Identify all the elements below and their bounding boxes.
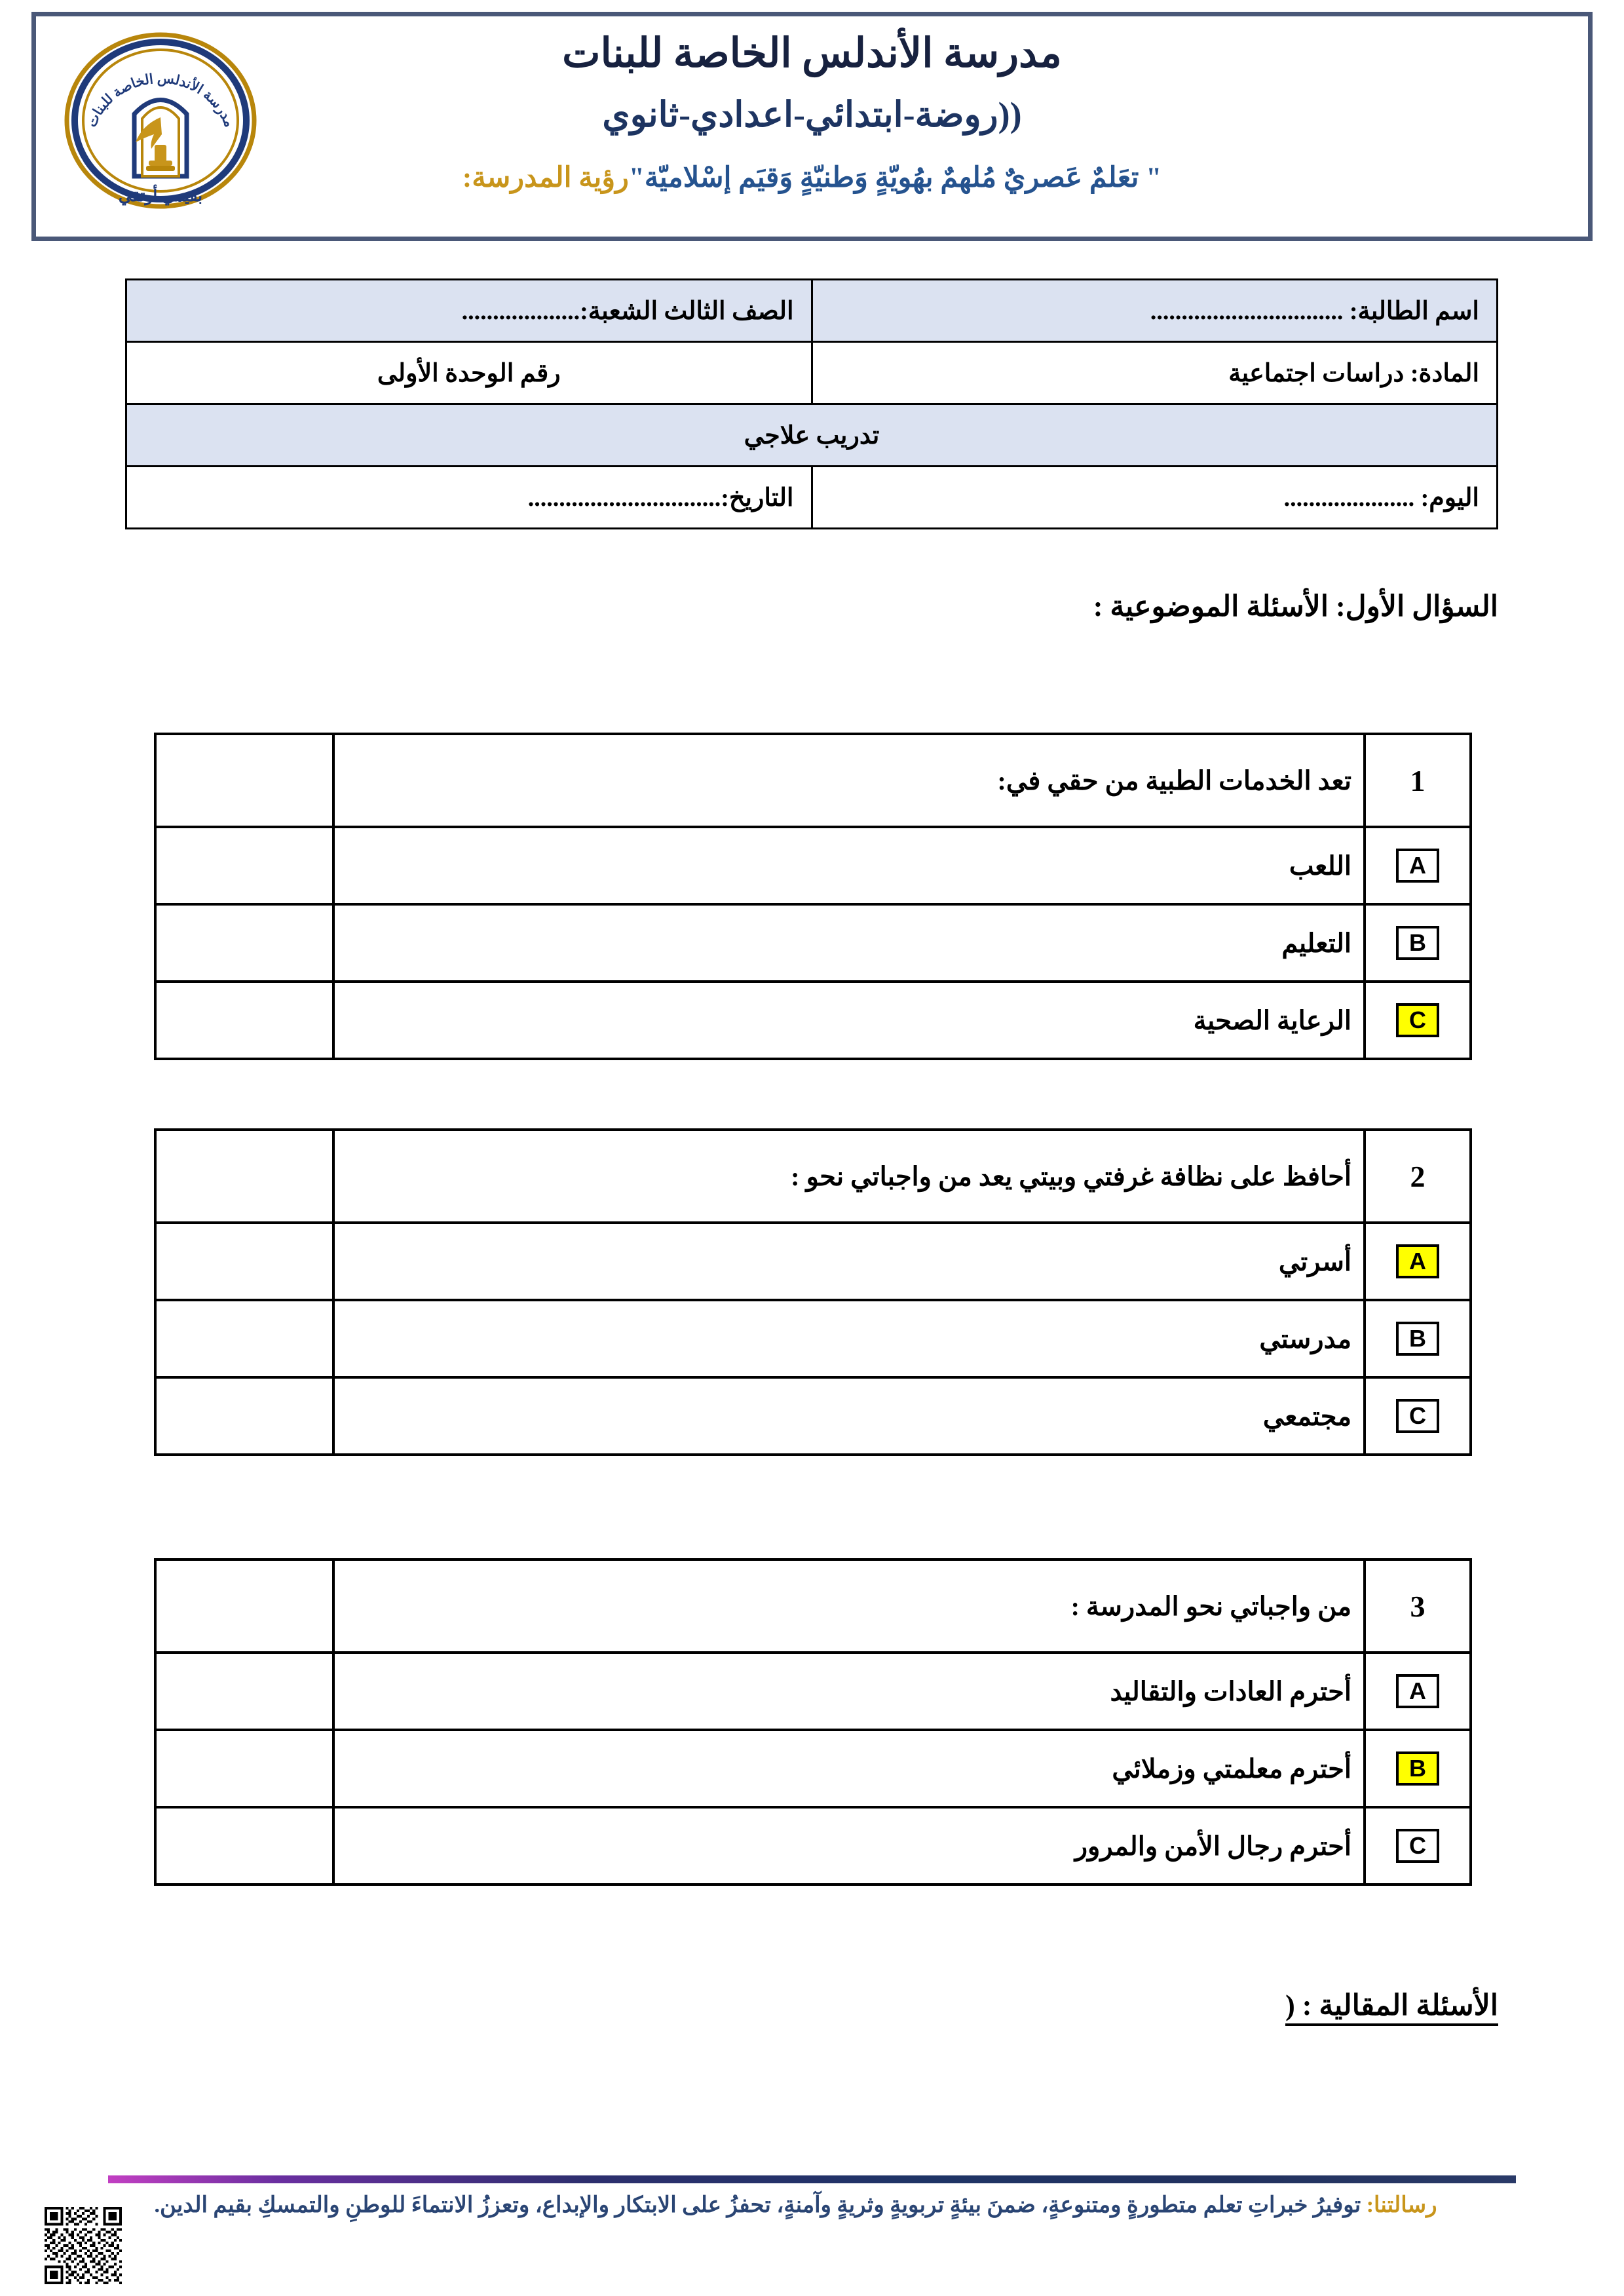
answer-blank-cell[interactable] <box>155 1223 333 1300</box>
footer-mission-label: رسالتنا: <box>1366 2193 1437 2217</box>
table-row <box>155 1559 1471 1653</box>
table-row <box>126 342 1498 404</box>
option-letter <box>1365 1653 1471 1730</box>
option-letter-box: C <box>1396 1829 1439 1863</box>
day-cell[interactable]: اليوم: ..................... <box>812 467 1498 529</box>
training-type-cell: تدريب علاجي <box>126 404 1498 467</box>
option-letter <box>1365 1807 1471 1885</box>
table-row <box>155 904 1471 982</box>
svg-text:مدرسة الأندلس الخاصة للبنات: مدرسة الأندلس الخاصة للبنات <box>83 70 238 130</box>
school-logo <box>62 26 259 216</box>
option-letter <box>1365 1223 1471 1300</box>
option-letter-box-highlighted: C <box>1396 1003 1439 1037</box>
answer-blank-cell[interactable] <box>155 734 333 827</box>
question-table-3 <box>154 1558 1472 1886</box>
answer-blank-cell[interactable] <box>155 1559 333 1653</box>
option-text[interactable]: اللعب <box>333 827 1365 904</box>
option-letter <box>1365 1300 1471 1377</box>
option-text[interactable]: أسرتي <box>333 1223 1365 1300</box>
question-stem: أحافظ على نظافة غرفتي وبيتي يعد من واجباتي نحو : <box>333 1130 1365 1223</box>
table-row <box>155 1653 1471 1730</box>
essay-questions-heading <box>125 1989 1498 2022</box>
option-letter-box: A <box>1396 849 1439 883</box>
option-text[interactable]: مدرستي <box>333 1300 1365 1377</box>
table-row <box>155 734 1471 827</box>
option-text[interactable]: أحترم معلمتي وزملائي <box>333 1730 1365 1807</box>
student-info-table <box>125 278 1498 529</box>
answer-blank-cell[interactable] <box>155 1377 333 1455</box>
subject-cell: المادة: دراسات اجتماعية <box>812 342 1498 404</box>
option-letter-box: B <box>1396 1322 1439 1356</box>
answer-blank-cell[interactable] <box>155 904 333 982</box>
table-row <box>126 280 1498 342</box>
school-title: مدرسة الأندلس الخاصة للبنات <box>562 31 1062 76</box>
table-row <box>155 982 1471 1059</box>
option-letter <box>1365 904 1471 982</box>
unit-number-cell: رقم الوحدة الأولى <box>126 342 812 404</box>
vision-label: رؤية المدرسة: <box>462 163 629 194</box>
footer-mission-text: توفيرُ خبراتِ تعلم متطورةٍ ومتنوعةٍ، ضمنَ بيئةٍ تربويةٍ وثريةٍ وآمنةٍ، تحفزُ على الابتكار والإبداع، وتعززُ الانتماءَ للوطنِ والتمسكِ بقيم الدين. <box>154 2193 1367 2217</box>
option-letter <box>1365 1377 1471 1455</box>
footer-mission <box>118 2189 1473 2222</box>
school-levels: ((روضة-ابتدائي-اعدادي-ثانوي <box>602 95 1022 135</box>
header-text-block <box>36 16 1588 195</box>
answer-blank-cell[interactable] <box>155 1130 333 1223</box>
answer-blank-cell[interactable] <box>155 1730 333 1807</box>
vision-quote-text: " تعَلمٌ عَصريٌ مُلهمٌ بهُويّةٍ وَطنيّةٍ وَقيَم إسْلاميّة" <box>628 163 1162 194</box>
answer-blank-cell[interactable] <box>155 827 333 904</box>
question-number: 2 <box>1365 1130 1471 1223</box>
option-letter <box>1365 982 1471 1059</box>
option-text[interactable]: أحترم رجال الأمن والمرور <box>333 1807 1365 1885</box>
option-text[interactable]: الرعاية الصحية <box>333 982 1365 1059</box>
school-vision-line <box>36 161 1588 195</box>
table-row <box>155 1300 1471 1377</box>
answer-blank-cell[interactable] <box>155 1807 333 1885</box>
table-row <box>155 827 1471 904</box>
option-letter-box: A <box>1396 1674 1439 1708</box>
option-text[interactable]: التعليم <box>333 904 1365 982</box>
table-row <box>126 467 1498 529</box>
table-row <box>155 1130 1471 1223</box>
footer-divider <box>108 2175 1516 2183</box>
option-letter-box: B <box>1396 926 1439 960</box>
option-text[interactable]: مجتمعي <box>333 1377 1365 1455</box>
answer-blank-cell[interactable] <box>155 982 333 1059</box>
document-header <box>31 12 1593 241</box>
table-row <box>155 1377 1471 1455</box>
question-stem: من واجباتي نحو المدرسة : <box>333 1559 1365 1653</box>
table-row <box>155 1807 1471 1885</box>
question-number: 3 <box>1365 1559 1471 1653</box>
answer-blank-cell[interactable] <box>155 1300 333 1377</box>
option-letter <box>1365 1730 1471 1807</box>
table-row <box>126 404 1498 467</box>
table-row <box>155 1730 1471 1807</box>
question-table-2 <box>154 1128 1472 1456</box>
date-cell[interactable]: التاريخ:............................... <box>126 467 812 529</box>
question-stem: تعد الخدمات الطبية من حقي في: <box>333 734 1365 827</box>
class-section-cell[interactable]: الصف الثالث الشعبة:................... <box>126 280 812 342</box>
qr-code-icon[interactable] <box>45 2207 122 2284</box>
answer-blank-cell[interactable] <box>155 1653 333 1730</box>
student-name-cell[interactable]: اسم الطالبة: ............................... <box>812 280 1498 342</box>
objective-questions-heading: السؤال الأول: الأسئلة الموضوعية : <box>1093 590 1498 622</box>
option-letter-box-highlighted: A <box>1396 1244 1439 1278</box>
option-text[interactable]: أحترم العادات والتقاليد <box>333 1653 1365 1730</box>
option-letter-box-highlighted: B <box>1396 1751 1439 1786</box>
option-letter-box: C <box>1396 1399 1439 1433</box>
question-number: 1 <box>1365 734 1471 827</box>
svg-text:بقيمي أرتقي: بقيمي أرتقي <box>118 187 203 205</box>
essay-questions-heading-text: الأسئلة المقالية : ( <box>1285 1989 1498 2026</box>
table-row <box>155 1223 1471 1300</box>
option-letter <box>1365 827 1471 904</box>
question-table-1 <box>154 733 1472 1060</box>
